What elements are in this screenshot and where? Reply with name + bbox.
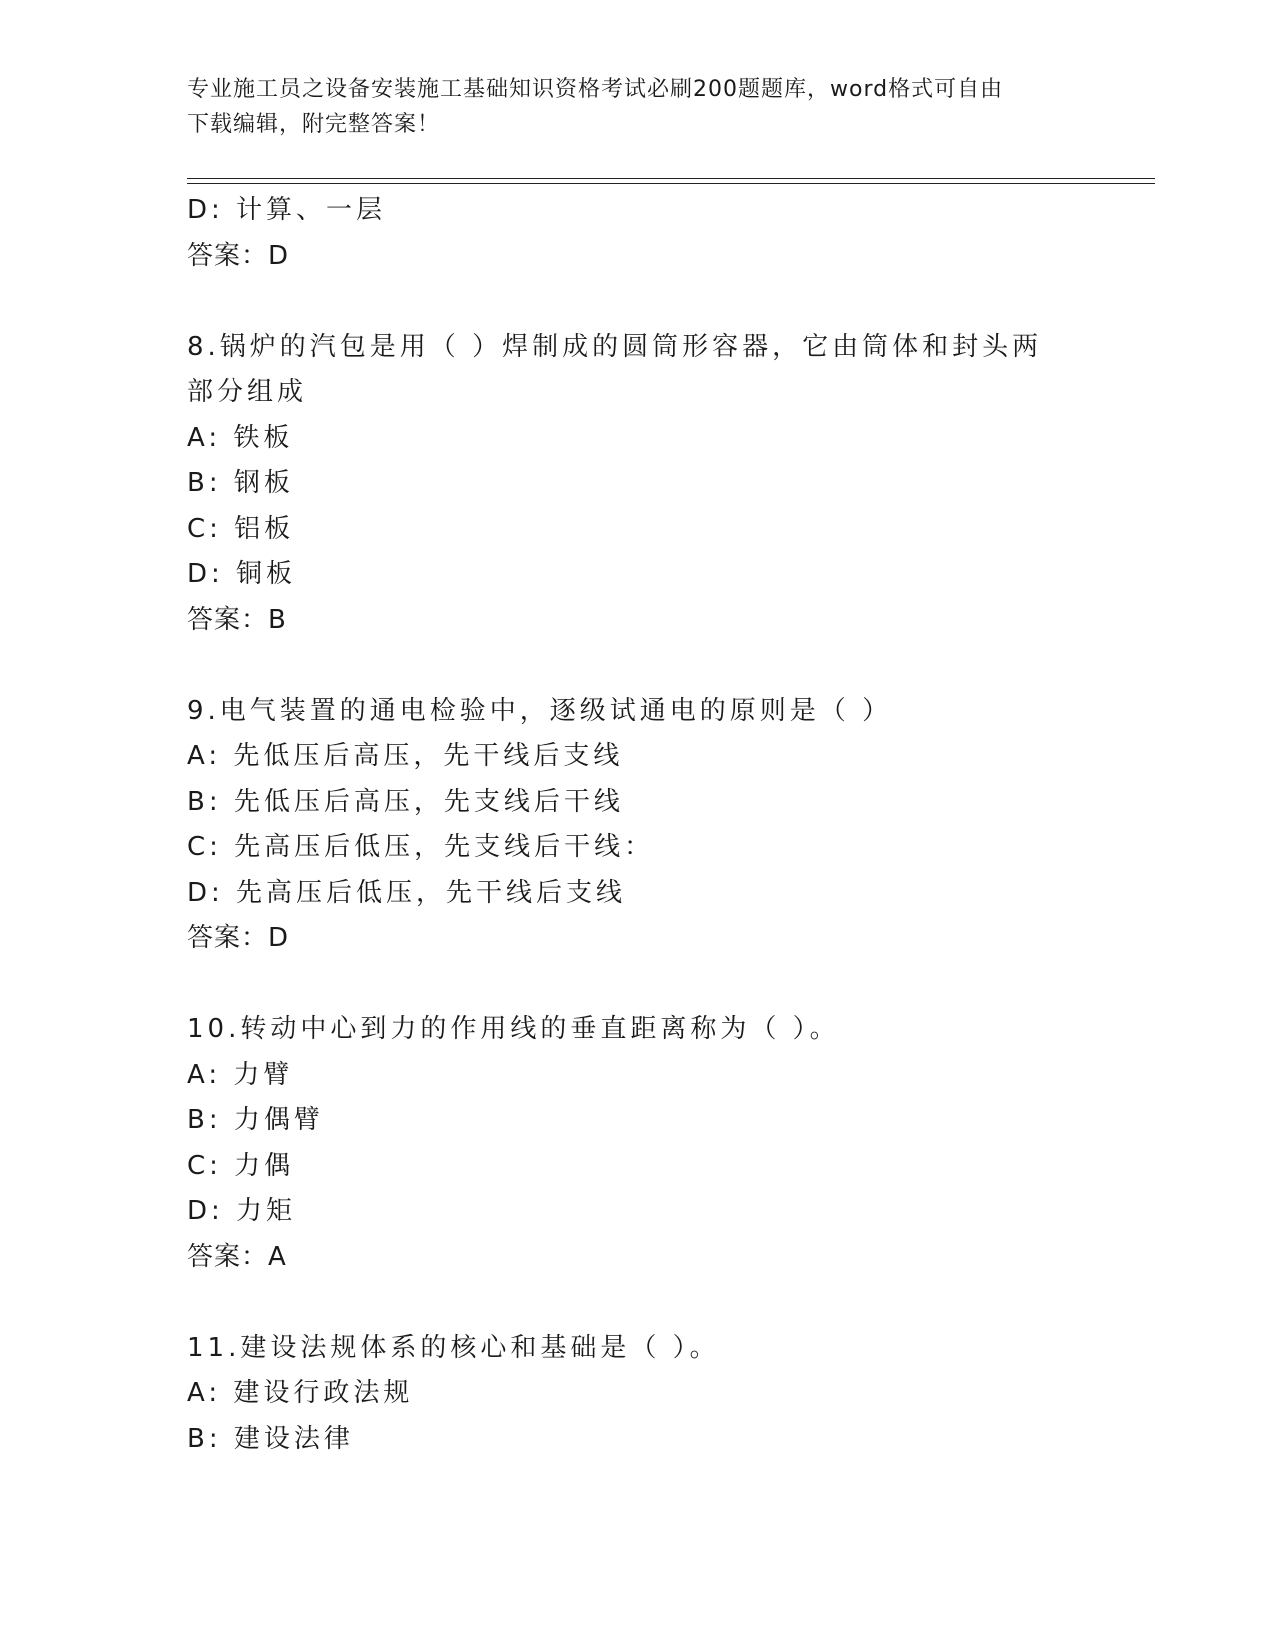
option-a: A: 建设行政法规 (187, 1378, 414, 1408)
document-header (187, 72, 1067, 142)
option-c: C: 先高压后低压，先支线后干线： (187, 832, 655, 862)
question-10 (187, 1007, 1087, 1280)
question-list (187, 188, 1087, 1462)
spacer (187, 279, 1087, 325)
question-text: 9.电气装置的通电检验中，逐级试通电的原则是（ ） (187, 695, 893, 726)
answer-line: 答案：D (187, 923, 290, 953)
spacer (187, 962, 1087, 1008)
option-d: D: 先高压后低压，先干线后支线 (187, 877, 627, 908)
question-8 (187, 325, 1087, 644)
option-c: C: 铝板 (187, 513, 295, 544)
option-b: B: 先低压后高压，先支线后干线 (187, 786, 624, 817)
spacer (187, 643, 1087, 689)
header-rule-bottom (187, 183, 1155, 184)
option-d: D: 铜板 (187, 559, 297, 589)
header-rule-top (187, 178, 1155, 179)
option-a: A: 先低压后高压，先干线后支线 (187, 741, 624, 771)
option-d: D: 力矩 (187, 1196, 297, 1226)
answer-line: 答案：B (187, 604, 287, 635)
question-text: 10.转动中心到力的作用线的垂直距离称为（ ）。 (187, 1014, 840, 1044)
question-text: 8.锅炉的汽包是用（ ）焊制成的圆筒形容器，它由筒体和封头两部分组成 (187, 331, 1043, 407)
answer-line: 答案：D (187, 240, 290, 271)
option-a: A: 力臂 (187, 1059, 294, 1090)
header-line-2: 下载编辑，附完整答案！ (187, 112, 441, 137)
previous-question-tail (187, 188, 1087, 279)
option-b: B: 力偶臂 (187, 1105, 324, 1135)
header-line-1: 专业施工员之设备安装施工基础知识资格考试必刷200题题库，word格式可自由 (187, 77, 1004, 102)
question-9 (187, 689, 1087, 962)
option-b: B: 钢板 (187, 468, 294, 498)
answer-line: 答案：A (187, 1241, 287, 1272)
question-text: 11.建设法规体系的核心和基础是（ ）。 (187, 1332, 720, 1363)
option-a: A: 铁板 (187, 422, 294, 453)
question-11 (187, 1326, 1087, 1463)
spacer (187, 1280, 1087, 1326)
option-d: D: 计算、一层 (187, 195, 387, 225)
option-c: C: 力偶 (187, 1150, 295, 1181)
option-b: B: 建设法律 (187, 1423, 354, 1454)
